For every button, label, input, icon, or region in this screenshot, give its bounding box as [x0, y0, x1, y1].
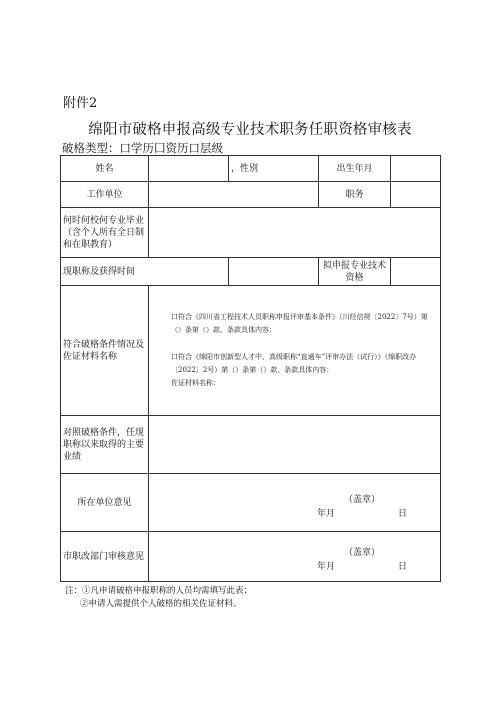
review-form-table [60, 155, 441, 582]
dept-opinion-label: 市职改部门审核意见 [61, 532, 149, 582]
note-line-1: 注：①凡申请破格申报职称的人员均需填写此表； [65, 586, 253, 596]
unit-seal-text: （盖章） [344, 495, 381, 505]
condition-item-1: 口符合《四川省工程技术人员职称申报评审基本条件》（川经信规〔2022〕7号）第（）条第（）款、条款具体内容： [171, 313, 428, 334]
conditions-content[interactable] [149, 286, 441, 416]
dept-date [317, 561, 407, 573]
unit-opinion-label: 所在单位意见 [61, 474, 149, 532]
name-label: 姓名 [61, 156, 149, 182]
birth-label: 出生年月 [319, 156, 391, 182]
achievements-label: 对照破格条件，任现职称以来取得的主要业绩 [61, 416, 149, 474]
current-title-field[interactable] [229, 258, 319, 286]
gender-label: ，性别 [229, 156, 319, 182]
row-titles [61, 258, 441, 286]
graduation-field[interactable] [149, 208, 441, 258]
footnote [65, 585, 252, 611]
form-title: 绵阳市破格申报高级专业技术职务任职资格审核表 [88, 122, 412, 138]
conditions-label: 符合破格条件情况及佐证材料名称 [61, 286, 149, 416]
row-work-unit [61, 182, 441, 208]
graduation-label: 何时何校何专业毕业（含个人所有全日制和在职教育） [61, 208, 149, 258]
work-unit-field[interactable] [149, 182, 319, 208]
row-achievements [61, 416, 441, 474]
row-conditions [61, 286, 441, 416]
dept-opinion-field[interactable] [149, 532, 441, 582]
dept-day: 日 [397, 562, 407, 572]
proposed-title-label: 拟申报专业技术资格 [319, 258, 391, 286]
dept-year-month: 年月 [317, 562, 336, 572]
proposed-title-field[interactable] [391, 258, 441, 286]
exception-category: 破格类型：口学历囗资历口层级 [62, 141, 223, 155]
work-unit-label: 工作单位 [61, 182, 149, 208]
achievements-field[interactable] [149, 416, 441, 474]
unit-opinion-field[interactable] [149, 474, 441, 532]
row-basic-info [61, 156, 441, 182]
name-field[interactable] [149, 156, 229, 182]
dept-seal-text: （盖章） [344, 548, 381, 558]
row-unit-opinion [61, 474, 441, 532]
unit-year-month: 年月 [317, 509, 336, 519]
row-graduation [61, 208, 441, 258]
attachment-label: 附件2 [63, 96, 98, 111]
position-label: 职务 [319, 182, 391, 208]
condition-item-2: 口符合《绵阳市创新型人才中、高级职称“直通车”评审办法（试行）》（绵职改办〔2022〕2号）第（）条第（）款、条款具体内容： [171, 353, 417, 374]
position-field[interactable] [391, 182, 441, 208]
evidence-label: 佐证材料名称： [171, 379, 220, 387]
current-title-label: 现职称及获得时间 [61, 258, 229, 286]
note-line-2: ②申请人需提供个人破格的相关佐证材料。 [80, 599, 242, 609]
birth-field[interactable] [391, 156, 441, 182]
unit-day: 日 [397, 509, 407, 519]
unit-date [317, 508, 407, 520]
row-dept-opinion [61, 532, 441, 582]
